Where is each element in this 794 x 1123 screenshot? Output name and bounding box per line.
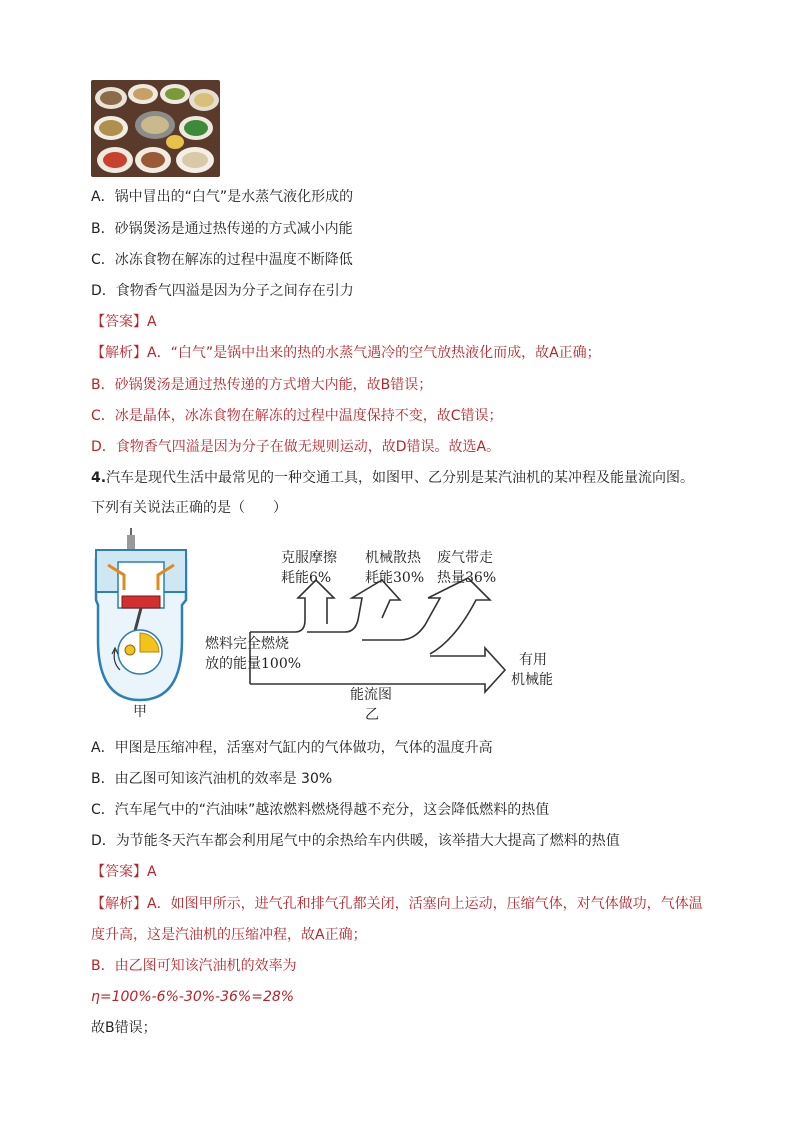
loss-exhaust-line1: 废气带走 — [437, 550, 493, 566]
loss-heat-line2: 耗能30% — [365, 570, 425, 586]
loss-heat-line1: 机械散热 — [365, 550, 421, 566]
q3-option-a: A．锅中冒出的“白气”是水蒸气液化形成的 — [91, 189, 354, 205]
loss-friction-line2: 耗能6% — [281, 570, 332, 586]
q4-analysis-line: 【解析】A．如图甲所示，进气孔和排气孔都关闭，活塞向上运动，压缩气体，对气体做功，气体温 — [91, 896, 703, 912]
loss-exhaust-line2: 热量36% — [437, 570, 497, 586]
q4-stem-line2: 下列有关说法正确的是（ ） — [91, 500, 287, 516]
engine-diagram — [80, 528, 205, 723]
input-energy-line1: 燃料完全燃烧 — [205, 636, 289, 652]
q4-option-c: C．汽车尾气中的“汽油味”越浓燃料燃烧得越不充分，这会降低燃料的热值 — [91, 802, 550, 818]
output-energy-line2: 机械能 — [511, 672, 553, 688]
q3-analysis-line: 【解析】A．“白气”是锅中出来的热的水蒸气遇冷的空气放热液化而成，故A正确； — [91, 345, 601, 361]
q4-option-d: D．为节能冬天汽车都会利用尾气中的余热给车内供暖，该举措大大提高了燃料的热值 — [91, 833, 620, 849]
q4-analysis-line: B．由乙图可知该汽油机的效率为 — [91, 958, 297, 974]
q3-analysis-line: C．冰是晶体，冰冻食物在解冻的过程中温度保持不变，故C错误； — [91, 408, 503, 424]
loss-friction-line1: 克服摩擦 — [281, 550, 337, 566]
q3-analysis-line: D．食物香气四溢是因为分子在做无规则运动，故D错误。故选A。 — [91, 439, 501, 455]
output-energy-line1: 有用 — [519, 652, 547, 668]
flow-title: 能流图 — [350, 687, 392, 703]
q4-stem-text: 汽车是现代生活中最常见的一种交通工具，如图甲、乙分别是某汽油机的某冲程及能量流向图。 — [106, 470, 695, 486]
q4-analysis-line: 故B错误； — [91, 1020, 157, 1036]
q4-analysis-line: 度升高，这是汽油机的压缩冲程，故A正确； — [91, 927, 367, 943]
q3-option-c: C．冰冻食物在解冻的过程中温度不断降低 — [91, 252, 353, 268]
q3-analysis-line: B．砂锅煲汤是通过热传递的方式增大内能，故B错误； — [91, 377, 433, 393]
q3-answer: 【答案】A — [91, 314, 157, 330]
q3-option-b: B．砂锅煲汤是通过热传递的方式减小内能 — [91, 221, 353, 237]
energy-flow-diagram — [250, 578, 505, 692]
q3-option-d: D．食物香气四溢是因为分子之间存在引力 — [91, 283, 354, 299]
figure-label-b: 乙 — [365, 707, 379, 723]
input-energy-line2: 放的能量100% — [205, 656, 302, 672]
q4-number: 4. — [91, 470, 107, 486]
q4-option-a: A．甲图是压缩冲程，活塞对气缸内的气体做功，气体的温度升高 — [91, 740, 493, 756]
figure-label-a: 甲 — [133, 704, 147, 720]
q4-answer: 【答案】A — [91, 864, 157, 880]
q4-option-b: B．由乙图可知该汽油机的效率是 30% — [91, 771, 333, 787]
q4-efficiency-formula: η=100%-6%-30%-36%=28% — [91, 989, 295, 1005]
